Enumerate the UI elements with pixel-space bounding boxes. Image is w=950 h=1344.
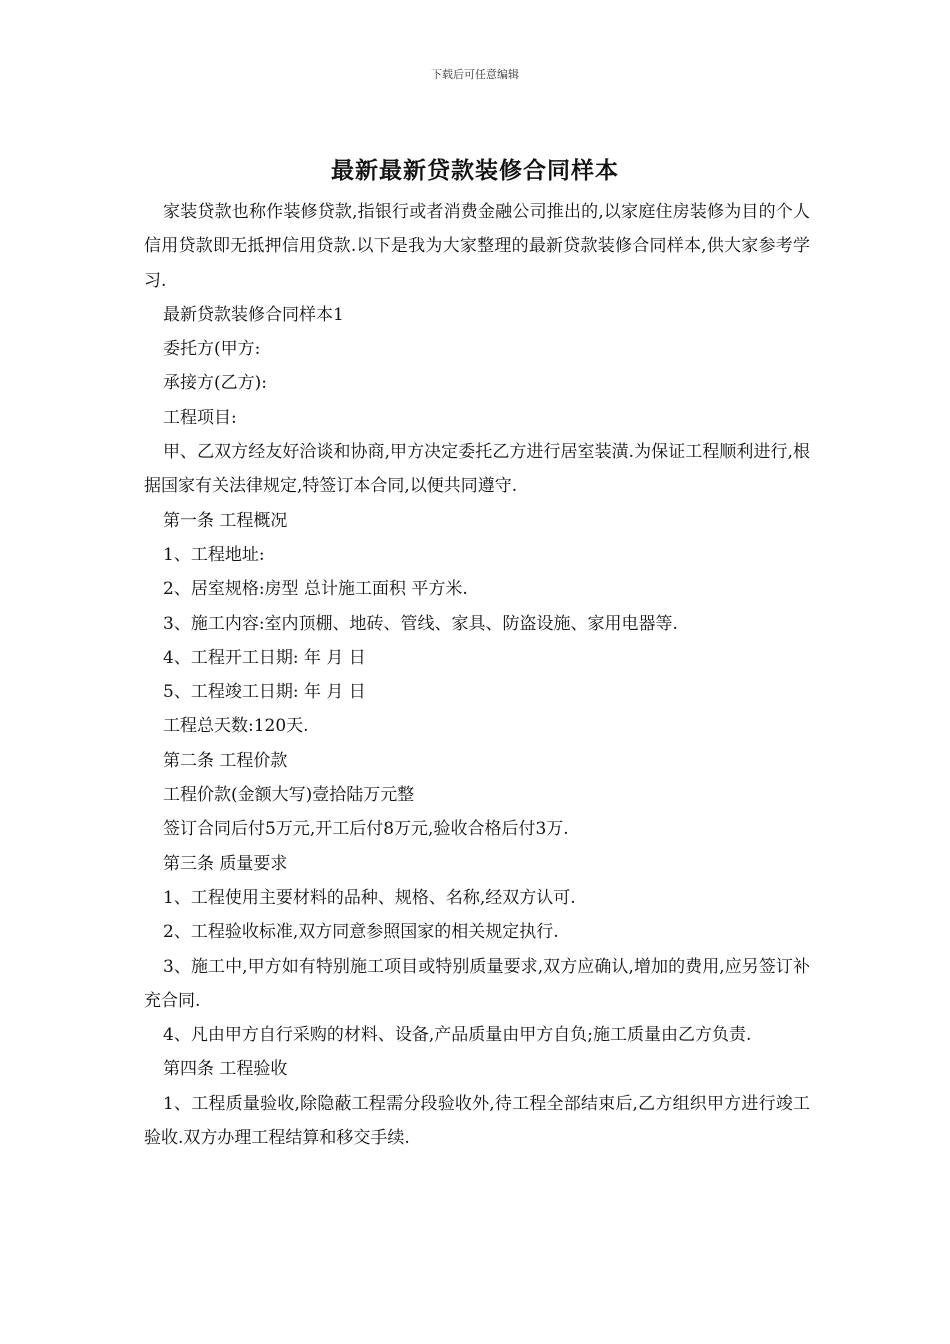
intro-paragraph: 家装贷款也称作装修贷款,指银行或者消费金融公司推出的,以家庭住房装修为目的个人信用贷款即无抵押信用贷款.以下是我为大家整理的最新贷款装修合同样本,供大家参考学习. xyxy=(144,202,810,291)
article-4-heading: 第四条 工程验收 xyxy=(163,1059,288,1080)
page-header-note: 下载后可任意编辑 xyxy=(431,68,519,81)
article-1-item-5: 5、工程竣工日期: 年 月 日 xyxy=(163,682,366,703)
project-line: 工程项目: xyxy=(163,407,237,428)
article-1-item-1: 1、工程地址: xyxy=(163,544,265,565)
article-3-item-4: 4、凡由甲方自行采购的材料、设备,产品质量由甲方自负;施工质量由乙方负责. xyxy=(163,1025,752,1046)
price-line: 工程价款(金额大写)壹拾陆万元整 xyxy=(163,785,415,806)
article-1-item-4: 4、工程开工日期: 年 月 日 xyxy=(163,647,366,668)
article-1-item-3: 3、施工内容:室内顶棚、地砖、管线、家具、防盗设施、家用电器等. xyxy=(163,613,678,634)
article-3-item-1: 1、工程使用主要材料的品种、规格、名称,经双方认可. xyxy=(163,887,576,908)
party-b-line: 承接方(乙方): xyxy=(163,373,267,394)
total-days-line: 工程总天数:120天. xyxy=(163,716,309,737)
payment-schedule-line: 签订合同后付5万元,开工后付8万元,验收合格后付3万. xyxy=(163,819,569,840)
party-a-line: 委托方(甲方: xyxy=(163,339,261,360)
article-4-item-1: 1、工程质量验收,除隐蔽工程需分段验收外,待工程全部结束后,乙方组织甲方进行竣工验收.双方办理工程结算和移交手续. xyxy=(144,1093,810,1149)
article-3-heading: 第三条 质量要求 xyxy=(163,853,288,874)
agreement-paragraph: 甲、乙双方经友好洽谈和协商,甲方决定委托乙方进行居室装潢.为保证工程顺利进行,根据国家有关法律规定,特签订本合同,以便共同遵守. xyxy=(144,442,810,497)
article-3-item-2: 2、工程验收标准,双方同意参照国家的相关规定执行. xyxy=(163,922,559,943)
article-2-heading: 第二条 工程价款 xyxy=(163,750,288,771)
article-3-item-3: 3、施工中,甲方如有特别施工项目或特别质量要求,双方应确认,增加的费用,应另签订补充合同. xyxy=(144,956,810,1011)
document-body xyxy=(144,195,810,1155)
sample-heading: 最新贷款装修合同样本1 xyxy=(163,304,344,325)
article-1-item-2: 2、居室规格:房型 总计施工面积 平方米. xyxy=(163,579,468,600)
article-1-heading: 第一条 工程概况 xyxy=(163,510,288,531)
document-title: 最新最新贷款装修合同样本 xyxy=(331,157,619,184)
